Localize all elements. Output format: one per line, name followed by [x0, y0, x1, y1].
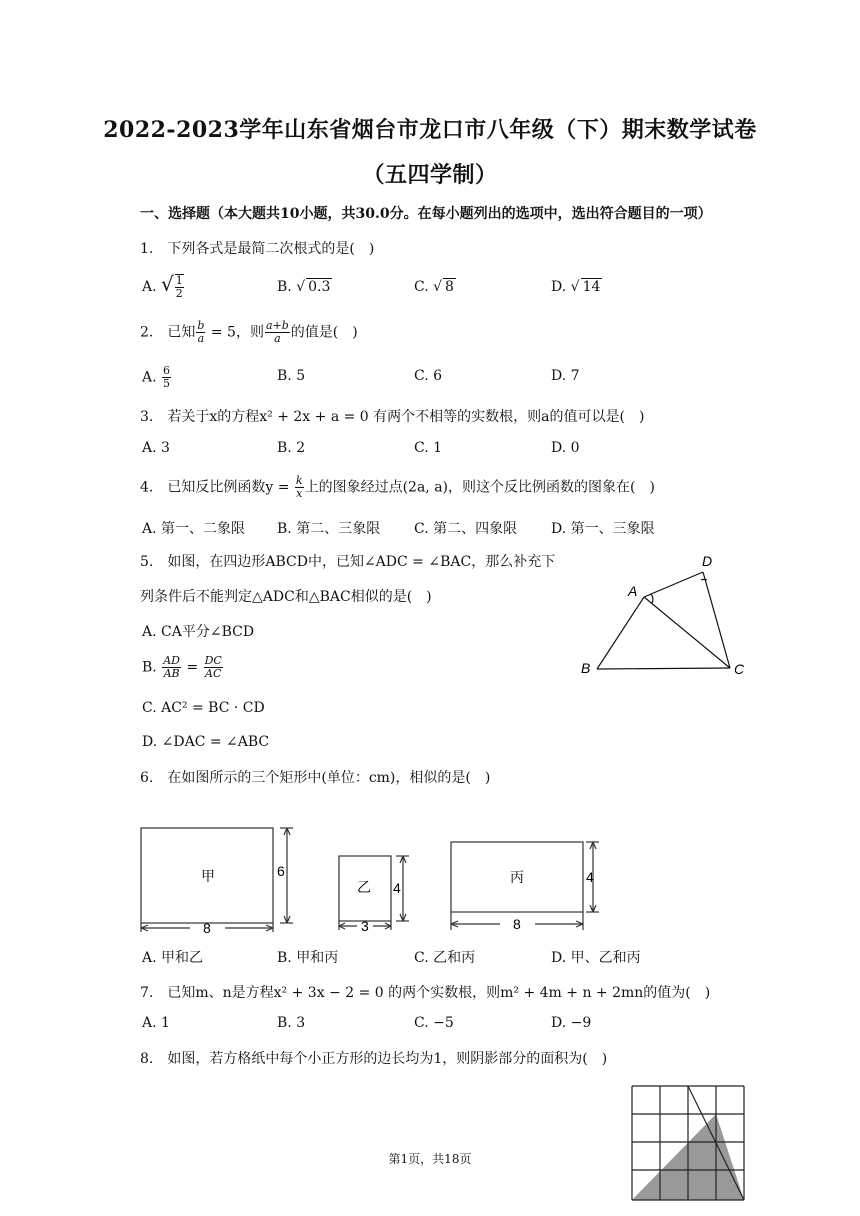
q6-rectangles-figure: [135, 818, 615, 938]
question-3-stem: 3. 若关于x的方程x² + 2x + a = 0 有两个不相等的实数根，则a的值可以是( ): [140, 409, 645, 425]
point-label-d: D: [702, 553, 713, 569]
q4-option-d[interactable]: D. 第一、三象限: [551, 521, 655, 537]
q3-option-a[interactable]: A. 3: [142, 440, 170, 456]
q5-option-c[interactable]: C. AC² = BC · CD: [142, 700, 265, 716]
q1-option-d-label: D.: [551, 279, 567, 295]
q5-option-b[interactable]: B. $\frac{AD}{AB}$ = $\frac{DC}{AC}$: [142, 654, 222, 680]
rect-bing-height-label: 4: [586, 869, 594, 885]
q1-option-a[interactable]: [142, 272, 185, 300]
q4-option-a[interactable]: A. 第一、二象限: [142, 521, 246, 537]
rect-yi-label: 乙: [357, 879, 371, 895]
q1-option-c-radicand: 8: [445, 279, 454, 295]
angle-mark-bac: [651, 594, 653, 603]
rect-jia-height-label: 6: [277, 863, 285, 879]
q5-option-a[interactable]: A. CA平分∠BCD: [142, 624, 255, 640]
q5-option-b-fraction-ad-ab: $\frac{AD}{AB}$: [163, 654, 180, 680]
q2-fraction-b-over-a: $\frac{b}{a}$: [197, 319, 205, 345]
q8-grid-figure: [630, 1084, 746, 1202]
q6-option-a[interactable]: A. 甲和乙: [142, 950, 204, 966]
point-label-b: B: [581, 660, 591, 676]
q1-option-b-radicand: 0.3: [308, 279, 331, 295]
rect-jia-label: 甲: [201, 868, 215, 884]
q1-option-a-radical: √: [161, 272, 174, 296]
q2-fraction-aplusb-over-a: $\frac{a+b}{a}$: [265, 319, 289, 345]
q1-option-c-label: C.: [414, 279, 429, 295]
q2-option-a[interactable]: A. $\frac{6}{5}$: [142, 364, 171, 390]
q3-option-b[interactable]: B. 2: [277, 440, 306, 456]
q1-option-a-label: A.: [142, 279, 157, 295]
question-4-stem: 4. 已知反比例函数y = $\frac{k}{x}$ 上的图象经过点(2a, a)，则这个反比例函数的图象在( ): [140, 474, 655, 500]
page-title: 2022-2023学年山东省烟台市龙口市八年级（下）期末数学试卷: [103, 117, 757, 143]
angle-mark-adc: [701, 579, 707, 580]
q3-option-d[interactable]: D. 0: [551, 440, 580, 456]
q2-option-b[interactable]: B. 5: [277, 368, 306, 384]
rect-yi-width-label: 3: [361, 918, 369, 934]
page-subtitle: （五四学制）: [362, 162, 498, 188]
segment-bc: [597, 668, 730, 669]
q6-option-b[interactable]: B. 甲和丙: [277, 950, 339, 966]
rect-bing-width-label: 8: [513, 916, 521, 932]
page-footer: 第1页，共18页: [388, 1152, 472, 1166]
rect-yi-height-label: 4: [393, 880, 401, 896]
q4-fraction-k-over-x: $\frac{k}{x}$: [295, 474, 303, 500]
question-7-stem: 7. 已知m、n是方程x² + 3x − 2 = 0 的两个实数根，则m² + 4m + n + 2mn的值为( ): [140, 985, 711, 1001]
q7-option-a[interactable]: A. 1: [142, 1015, 170, 1031]
q5-quadrilateral-figure: [575, 550, 750, 680]
q1-option-b[interactable]: B. √ 0.3: [277, 279, 331, 295]
q4-option-b[interactable]: B. 第二、三象限: [277, 521, 381, 537]
q1-option-b-label: B.: [277, 279, 292, 295]
q1-option-a-fraction: $\frac{1}{2}$: [175, 274, 183, 300]
q2-option-a-fraction: $\frac{6}{5}$: [163, 364, 171, 390]
q1-option-d[interactable]: D. √ 14: [551, 279, 601, 295]
segment-ab: [597, 597, 644, 669]
q5-option-b-fraction-dc-ac: $\frac{DC}{AC}$: [204, 654, 222, 680]
q7-option-b[interactable]: B. 3: [277, 1015, 306, 1031]
question-2-stem: 2. 已知 $\frac{b}{a}$ = 5，则 $\frac{a+b}{a}$ 的值是( ): [140, 319, 358, 345]
q1-option-d-radicand: 14: [582, 279, 601, 295]
rect-bing-label: 丙: [510, 869, 524, 885]
q7-option-d[interactable]: D. −9: [551, 1015, 592, 1031]
question-6-stem: 6. 在如图所示的三个矩形中(单位：cm)，相似的是( ): [140, 770, 491, 786]
segment-ac: [644, 597, 730, 668]
q3-option-c[interactable]: C. 1: [414, 440, 443, 456]
q4-option-c[interactable]: C. 第二、四象限: [414, 521, 518, 537]
segment-ad: [644, 572, 703, 597]
question-1-stem: 1. 下列各式是最简二次根式的是( ): [140, 241, 375, 257]
q7-option-c[interactable]: C. −5: [414, 1015, 454, 1031]
q2-option-c[interactable]: C. 6: [414, 368, 443, 384]
segment-dc: [703, 572, 730, 668]
q2-option-d[interactable]: D. 7: [551, 368, 580, 384]
section-heading: 一、选择题（本大题共10小题，共30.0分。在每小题列出的选项中，选出符合题目的一项）: [140, 206, 712, 222]
question-5-stem-line2: 列条件后不能判定△ADC和△BAC相似的是( ): [140, 589, 432, 605]
point-label-a: A: [628, 583, 638, 599]
question-5-stem-line1: 5. 如图，在四边形ABCD中，已知∠ADC = ∠BAC，那么补充下: [140, 554, 556, 570]
point-label-c: C: [734, 661, 745, 677]
q6-option-d[interactable]: D. 甲、乙和丙: [551, 950, 641, 966]
q5-option-d[interactable]: D. ∠DAC = ∠ABC: [142, 734, 270, 750]
rect-jia-width-label: 8: [203, 920, 211, 936]
question-8-stem: 8. 如图，若方格纸中每个小正方形的边长均为1，则阴影部分的面积为( ): [140, 1051, 608, 1067]
q1-option-c[interactable]: C. √ 8: [414, 279, 454, 295]
q6-option-c[interactable]: C. 乙和丙: [414, 950, 476, 966]
